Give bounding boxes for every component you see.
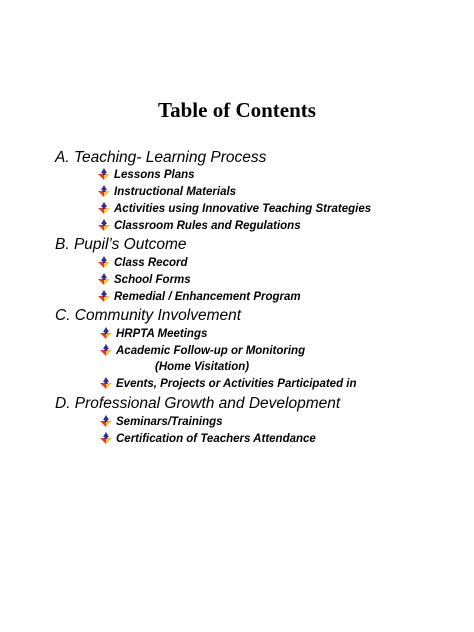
list-item [98,218,301,234]
list-item [100,414,223,430]
list-item-label: Academic Follow-up or Monitoring [116,345,306,357]
arrow-bullet-icon [98,202,110,214]
arrow-bullet-icon [98,290,110,302]
list-item [98,201,371,217]
section-heading-c: C. Community Involvement [55,307,242,324]
arrow-bullet-icon [98,168,110,180]
list-item-label: Seminars/Trainings [116,416,223,428]
arrow-bullet-icon [98,273,110,285]
page-title: Table of Contents [158,98,316,122]
list-item [98,272,191,288]
section-heading-d: D. Professional Growth and Development [55,395,341,412]
list-item-label: Remedial / Enhancement Program [114,291,301,303]
arrow-bullet-icon [100,344,112,356]
list-item [100,431,316,447]
list-item [98,289,301,305]
list-item-label: Class Record [114,257,188,269]
list-item-label: Events, Projects or Activities Participated in [116,378,357,390]
arrow-bullet-icon [100,327,112,339]
arrow-bullet-icon [98,219,110,231]
list-item [100,326,207,342]
list-item-label: Lessons Plans [114,169,195,181]
list-item [98,255,188,271]
list-item [100,343,305,359]
arrow-bullet-icon [98,256,110,268]
list-item-continuation: (Home Visitation) [155,361,250,373]
arrow-bullet-icon [98,185,110,197]
list-item-label: Classroom Rules and Regulations [114,220,301,232]
list-item-label: Activities using Innovative Teaching Strategies [114,203,372,215]
list-item-label: Certification of Teachers Attendance [116,433,316,445]
arrow-bullet-icon [100,432,112,444]
list-item [98,184,236,200]
list-item-label: Instructional Materials [114,186,237,198]
list-item [100,376,357,392]
section-heading-a: A. Teaching- Learning Process [55,149,267,166]
list-item-label: School Forms [114,274,191,286]
section-heading-b: B. Pupil’s Outcome [55,236,187,253]
arrow-bullet-icon [100,377,112,389]
list-item-label: HRPTA Meetings [116,328,208,340]
arrow-bullet-icon [100,415,112,427]
list-item [98,167,195,183]
